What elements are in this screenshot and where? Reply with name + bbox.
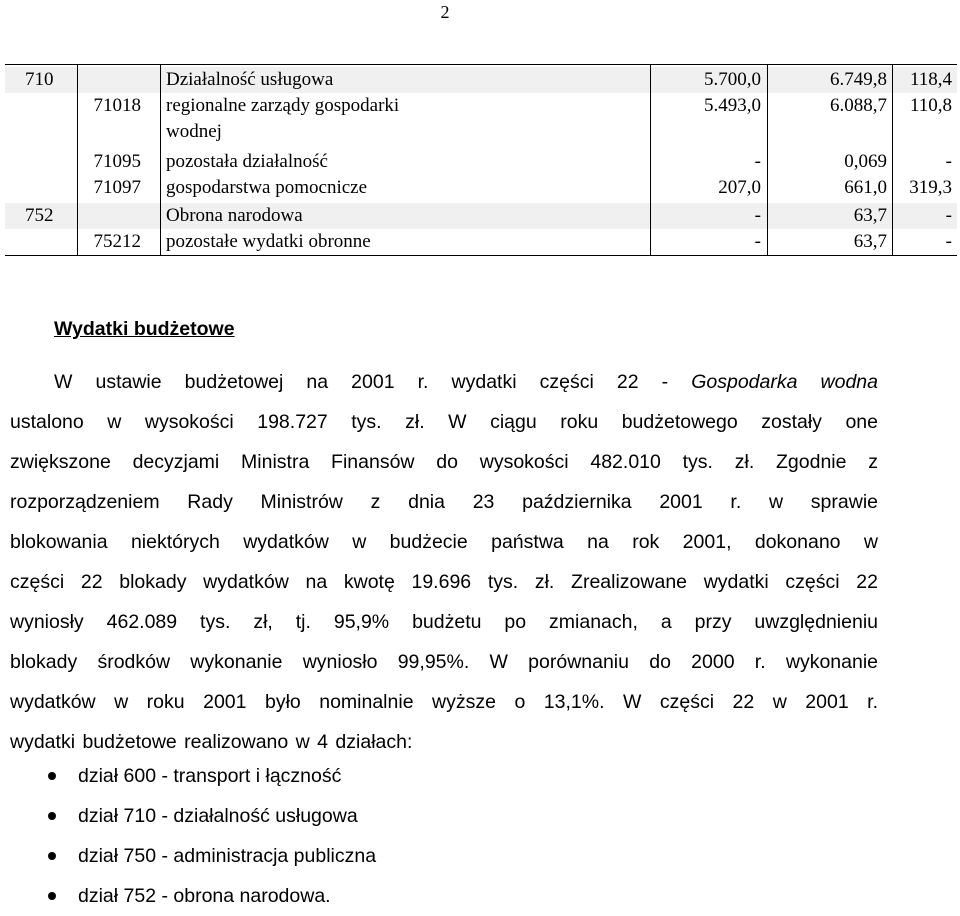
- bullet-icon: [48, 812, 56, 820]
- name-cell: regionalne zarządy gospodarki: [166, 95, 400, 116]
- execution-value-cell: 0,069: [844, 151, 887, 172]
- paragraph-line: wydatków w roku 2001 było nominalnie wyższe o 13,1%. W części 22 w 2001 r.: [10, 691, 878, 713]
- paragraph-line: wyniosły 462.089 tys. zł, tj. 95,9% budżetu po zmianach, a przy uwzględnieniu: [10, 611, 878, 633]
- table-row: [5, 229, 957, 255]
- body-paragraph: [10, 362, 878, 762]
- column-divider: [892, 65, 893, 255]
- plan-value-cell: 207,0: [718, 177, 761, 198]
- plan-value-cell: -: [754, 151, 761, 172]
- execution-value-cell: 661,0: [844, 177, 887, 198]
- list-item: [48, 796, 376, 836]
- budget-table: [5, 64, 957, 256]
- percent-cell: 110,8: [909, 95, 952, 116]
- bullet-icon: [48, 892, 56, 900]
- table-section-row: [5, 203, 957, 229]
- page-number: 2: [440, 2, 450, 22]
- table-section-row: [5, 67, 957, 93]
- list-item-text: dział 752 - obrona narodowa.: [78, 885, 331, 907]
- percent-cell: 118,4: [909, 69, 952, 90]
- list-item-text: dział 600 - transport i łączność: [78, 765, 342, 787]
- execution-value-cell: 6.088,7: [830, 95, 887, 116]
- table-row: [5, 149, 957, 175]
- bullet-icon: [48, 772, 56, 780]
- plan-value-cell: -: [754, 231, 761, 252]
- table-row: [5, 119, 957, 145]
- column-divider: [767, 65, 768, 255]
- list-item: [48, 836, 376, 876]
- paragraph-line: rozporządzeniem Rady Ministrów z dnia 23 października 2001 r. w sprawie: [10, 491, 878, 513]
- table-row: [5, 93, 957, 119]
- plan-value-cell: 5.493,0: [704, 95, 761, 116]
- rozdzial-cell: 75212: [93, 231, 141, 252]
- percent-cell: -: [945, 231, 952, 252]
- table-row: [5, 175, 957, 201]
- execution-value-cell: 63,7: [853, 231, 887, 252]
- list-item-text: dział 710 - działalność usługowa: [78, 805, 358, 827]
- name-cell: Obrona narodowa: [166, 205, 303, 226]
- bullet-icon: [48, 852, 56, 860]
- paragraph-line: blokady środków wykonanie wyniosło 99,95%. W porównaniu do 2000 r. wykonanie: [10, 651, 878, 673]
- list-item: [48, 876, 376, 916]
- list-item: [48, 756, 376, 796]
- paragraph-text: W ustawie budżetowej na 2001 r. wydatki części 22 -: [54, 371, 692, 393]
- percent-cell: -: [945, 205, 952, 226]
- plan-value-cell: 5.700,0: [704, 69, 761, 90]
- name-cell: pozostała działalność: [166, 151, 328, 172]
- execution-value-cell: 6.749,8: [830, 69, 887, 90]
- dzial-cell: 710: [25, 69, 54, 90]
- rozdzial-cell: 71095: [93, 151, 141, 172]
- percent-cell: 319,3: [909, 177, 952, 198]
- rozdzial-cell: 71018: [93, 95, 141, 116]
- percent-cell: -: [945, 151, 952, 172]
- name-cell: pozostałe wydatki obronne: [166, 231, 371, 252]
- bullet-list: [48, 756, 376, 916]
- column-divider: [160, 65, 161, 255]
- paragraph-line: części 22 blokady wydatków na kwotę 19.696 tys. zł. Zrealizowane wydatki części 22: [10, 571, 878, 593]
- execution-value-cell: 63,7: [853, 205, 887, 226]
- paragraph-line: [10, 362, 878, 402]
- paragraph-line: ustalono w wysokości 198.727 tys. zł. W ciągu roku budżetowego zostały one: [10, 411, 878, 433]
- paragraph-line: zwiększone decyzjami Ministra Finansów do wysokości 482.010 tys. zł. Zgodnie z: [10, 451, 878, 473]
- paragraph-line: wydatki budżetowe realizowano w 4 działach:: [10, 731, 413, 753]
- column-divider: [77, 65, 78, 255]
- name-cell: gospodarstwa pomocnicze: [166, 177, 368, 198]
- rozdzial-cell: 71097: [93, 177, 141, 198]
- name-cell: wodnej: [166, 121, 222, 142]
- dzial-cell: 752: [25, 205, 54, 226]
- plan-value-cell: -: [754, 205, 761, 226]
- name-cell: Działalność usługowa: [166, 69, 334, 90]
- section-heading: Wydatki budżetowe: [54, 318, 235, 340]
- paragraph-line: blokowania niektórych wydatków w budżecie państwa na rok 2001, dokonano w: [10, 531, 878, 553]
- column-divider: [650, 65, 651, 255]
- paragraph-italic-text: Gospodarka wodna: [691, 371, 878, 393]
- list-item-text: dział 750 - administracja publiczna: [78, 845, 377, 867]
